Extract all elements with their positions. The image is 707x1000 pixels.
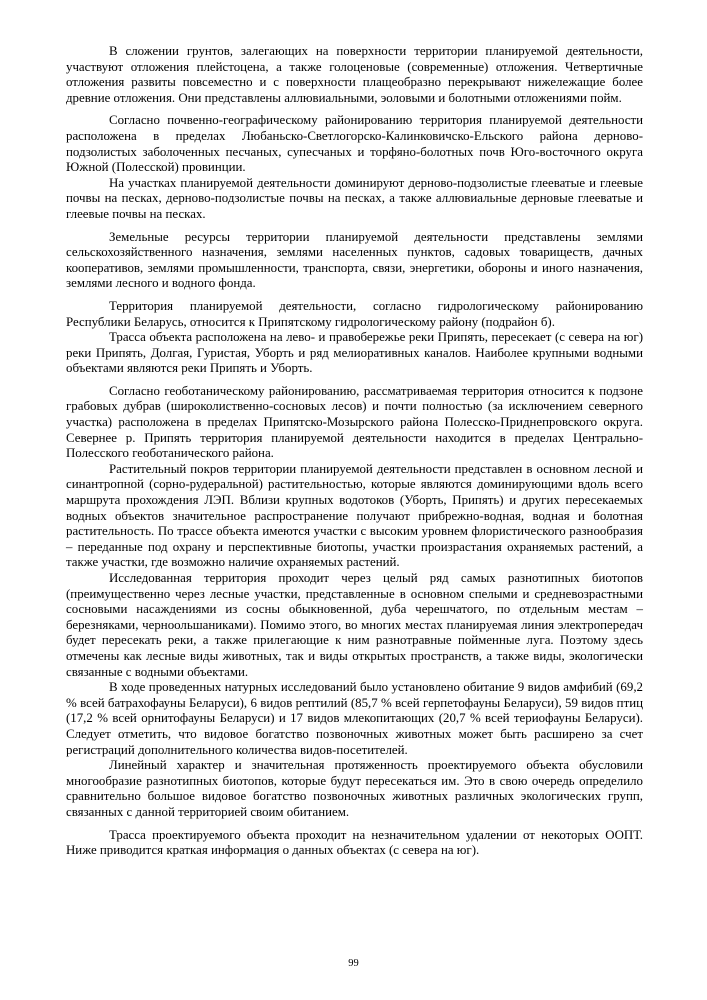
paragraph-species-richness: Линейный характер и значительная протяженность проектируемого объекта обусловили многообразие разнотипных биотопов, которые будут пересекаться им. Это в свою очередь определило сравнительно большое видовое богатство позвоночных животных различных экологических групп, связанных с данной территорией своим обитанием. <box>66 758 643 819</box>
document-body <box>66 44 643 859</box>
paragraph-route-rivers: Трасса объекта расположена на лево- и правобережье реки Припять, пересекает (с севера на юг) реки Припять, Долгая, Гуристая, Уборть и ряд мелиоративных каналов. Наиболее крупными водными объектами являются реки Припять и Уборть. <box>66 330 643 376</box>
paragraph-protected-areas: Трасса проектируемого объекта проходит на незначительном удалении от некоторых ООПТ. Ниже приводится краткая информация о данных объектах (с севера на юг). <box>66 827 643 858</box>
paragraph-soils-deposits: В сложении грунтов, залегающих на поверхности территории планируемой деятельности, участвуют отложения плейстоцена, а также голоценовые (современные) отложения. Четвертичные отложения развиты повсеместно и с поверхности плащеобразно перекрывают нижележащие более древние отложения. Они представлены аллювиальными, эоловыми и болотными отложениями пойм. <box>66 44 643 105</box>
paragraph-soil-zoning: Согласно почвенно-географическому районированию территория планируемой деятельности расположена в пределах Любаньско-Светлогорско-Калинковичско-Ельского района дерново-подзолистых заболоченных песчаных, супесчаных и торфяно-болотных почв Юго-восточного округа Южной (Полесской) провинции. <box>66 113 643 175</box>
paragraph-hydrology: Территория планируемой деятельности, согласно гидрологическому районированию Республики Беларусь, относится к Припятскому гидрологическому району (подрайон б). <box>66 298 643 329</box>
page-number: 99 <box>348 958 359 969</box>
paragraph-vegetation: Растительный покров территории планируемой деятельности представлен в основном лесной и синантропной (сорно-рудеральной) растительностью, которые являются доминирующими вдоль всего маршрута прохождения ЛЭП. Вблизи крупных водотоков (Уборть, Припять) и других пересекаемых водных объектов значительное распространение получают прибрежно-водная, водная и болотная растительность. По трассе объекта имеются участки с высоким уровнем флористического разнообразия – переданные под охрану и перспективные биотопы, участки произрастания охраняемых растений, а также участки, где возможно наличие охраняемых растений. <box>66 461 643 570</box>
paragraph-land-resources: Земельные ресурсы территории планируемой деятельности представлены землями сельскохозяйственного назначения, землями населенных пунктов, садовых товариществ, дачных кооперативов, землями промышленности, транспорта, связи, энергетики, обороны и иного назначения, землями лесного и водного фонда. <box>66 229 643 291</box>
paragraph-biotopes: Исследованная территория проходит через целый ряд самых разнотипных биотопов (преимущественно через лесные участки, представленные в основном спелыми и средневозрастными сосновыми насаждениями из сосны обыкновенной, дуба черешчатого, по отдельным местам – березняками, черноольшаниками). Помимо этого, во многих местах планируемая линия электропередач будет пересекать реки, а также прилегающие к ним разнотравные пойменные луга. Поэтому здесь отмечены как лесные виды животных, так и виды открытых пространств, а также виды, экологически связанные с водными объектами. <box>66 571 643 679</box>
paragraph-dominant-soils: На участках планируемой деятельности доминируют дерново-подзолистые глееватые и глеевые почвы на песках, дерново-подзолистые почвы на песках, а также аллювиальные дерновые глееватые и глеевые почвы на песках. <box>66 175 643 221</box>
paragraph-fauna-survey: В ходе проведенных натурных исследований было установлено обитание 9 видов амфибий (69,2 % всей батрахофауны Беларуси), 6 видов рептилий (85,7 % всей герпетофауны Беларуси), 59 видов птиц (17,2 % всей орнитофауны Беларуси) и 17 видов млекопитающих (20,7 % всей териофауны Беларуси). Следует отметить, что видовое богатство позвоночных животных может быть расширено за счет регистраций дополнительного количества видов-посетителей. <box>66 680 643 757</box>
paragraph-geobotany: Согласно геоботаническому районированию, рассматриваемая территория относится к подзоне грабовых дубрав (широколиственно-сосновых лесов) и почти полностью (за исключением северного участка) расположена в пределах Припятско-Мозырского района Полесско-Приднепровского округа. Севернее р. Припять территория планируемой деятельности находится в пределах Центрально-Полесского геоботанического района. <box>66 383 643 461</box>
